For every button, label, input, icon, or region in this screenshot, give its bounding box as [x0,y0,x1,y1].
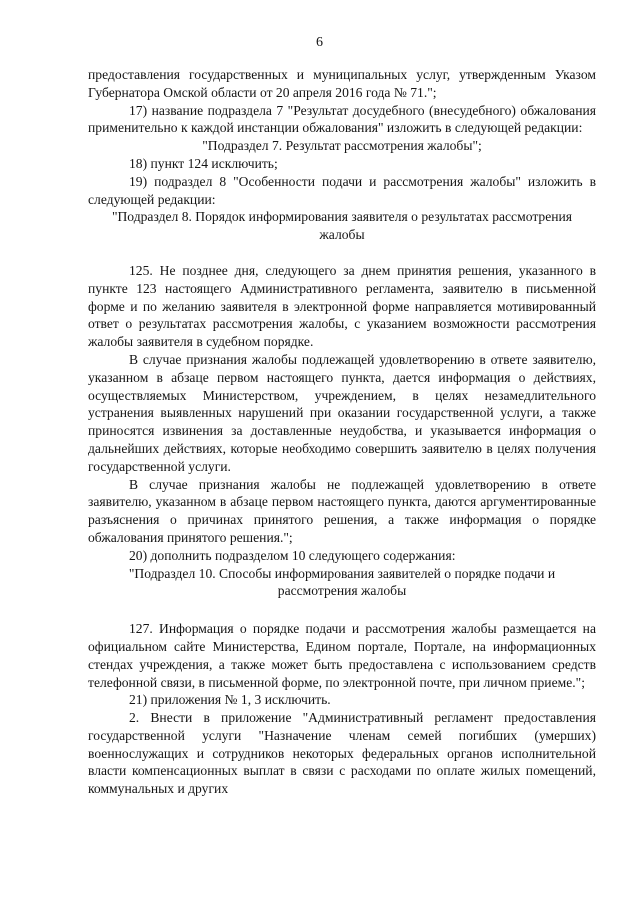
subsection-8-title: "Подраздел 8. Порядок информирования заявителя о результатах рассмотрения жалобы [111,209,573,243]
item-2: 2. Внести в приложение "Административный регламент предоставления государственной услуги "Назначение членам семей погибших (умерших) военнослужащих и сотрудников некоторых федеральных органов исполнительной власти компенсационных выплат в связи с расходами по оплате жилых помещений, коммунальных и других [88,710,596,797]
document-body [88,66,596,798]
item-20: 20) дополнить подразделом 10 следующего содержания: [129,547,456,563]
item-21: 21) приложения № 1, 3 исключить. [129,692,331,708]
spacer [88,244,596,262]
clause-125-para-3: В случае признания жалобы не подлежащей удовлетворению в ответе заявителю, указанном в абзаце первом настоящего пункта, даются аргументированные разъяснения о причинах принятого решения, а также информация о порядке обжалования принятого решения."; [88,476,596,545]
subsection-10-title: "Подраздел 10. Способы информирования заявителей о порядке подачи и рассмотрения жалобы [128,565,556,599]
page-number: 6 [316,35,323,50]
paragraph-continuation: предоставления государственных и муниципальных услуг, утвержденным Указом Губернатора Омской области от 20 апреля 2016 года № 71."; [88,67,596,100]
item-17: 17) название подраздела 7 "Результат досудебного (внесудебного) обжалования применительно к каждой инстанции обжалования" изложить в следующей редакции: [88,102,596,136]
clause-125: 125. Не позднее дня, следующего за днем принятия решения, указанного в пункте 123 настоящего Административного регламента, заявителю в письменной форме и по желанию заявителя в электронной форме направляется мотивированный ответ о результатах рассмотрения жалобы, с указанием возможности рассмотрения жалобы заявителя в судебном порядке. [88,262,596,350]
item-19: 19) подраздел 8 "Особенности подачи и рассмотрения жалобы" изложить в следующей редакции: [88,173,596,207]
clause-125-para-2: В случае признания жалобы подлежащей удовлетворению в ответе заявителю, указанном в абзаце первом настоящего пункта, дается информация о действиях, осуществляемых Министерством, учреждением, в целях незамедлительного устранения выявленных нарушений при оказании государственной услуги, а также приносятся извинения за доставленные неудобства, и указывается информация о дальнейших действиях, которые необходимо совершить заявителю в целях получения государственной услуги. [88,351,596,474]
spacer [88,600,596,620]
item-18: 18) пункт 124 исключить; [129,155,278,171]
clause-127: 127. Информация о порядке подачи и рассмотрения жалобы размещается на официальном сайте Министерства, Едином портале, Портале, на информационных стендах учреждения, а также может быть предоставлена с использованием средств телефонной связи, в письменной форме, по электронной почте, при личном приеме."; [88,621,596,690]
subsection-7-title: "Подраздел 7. Результат рассмотрения жалобы"; [202,138,482,154]
